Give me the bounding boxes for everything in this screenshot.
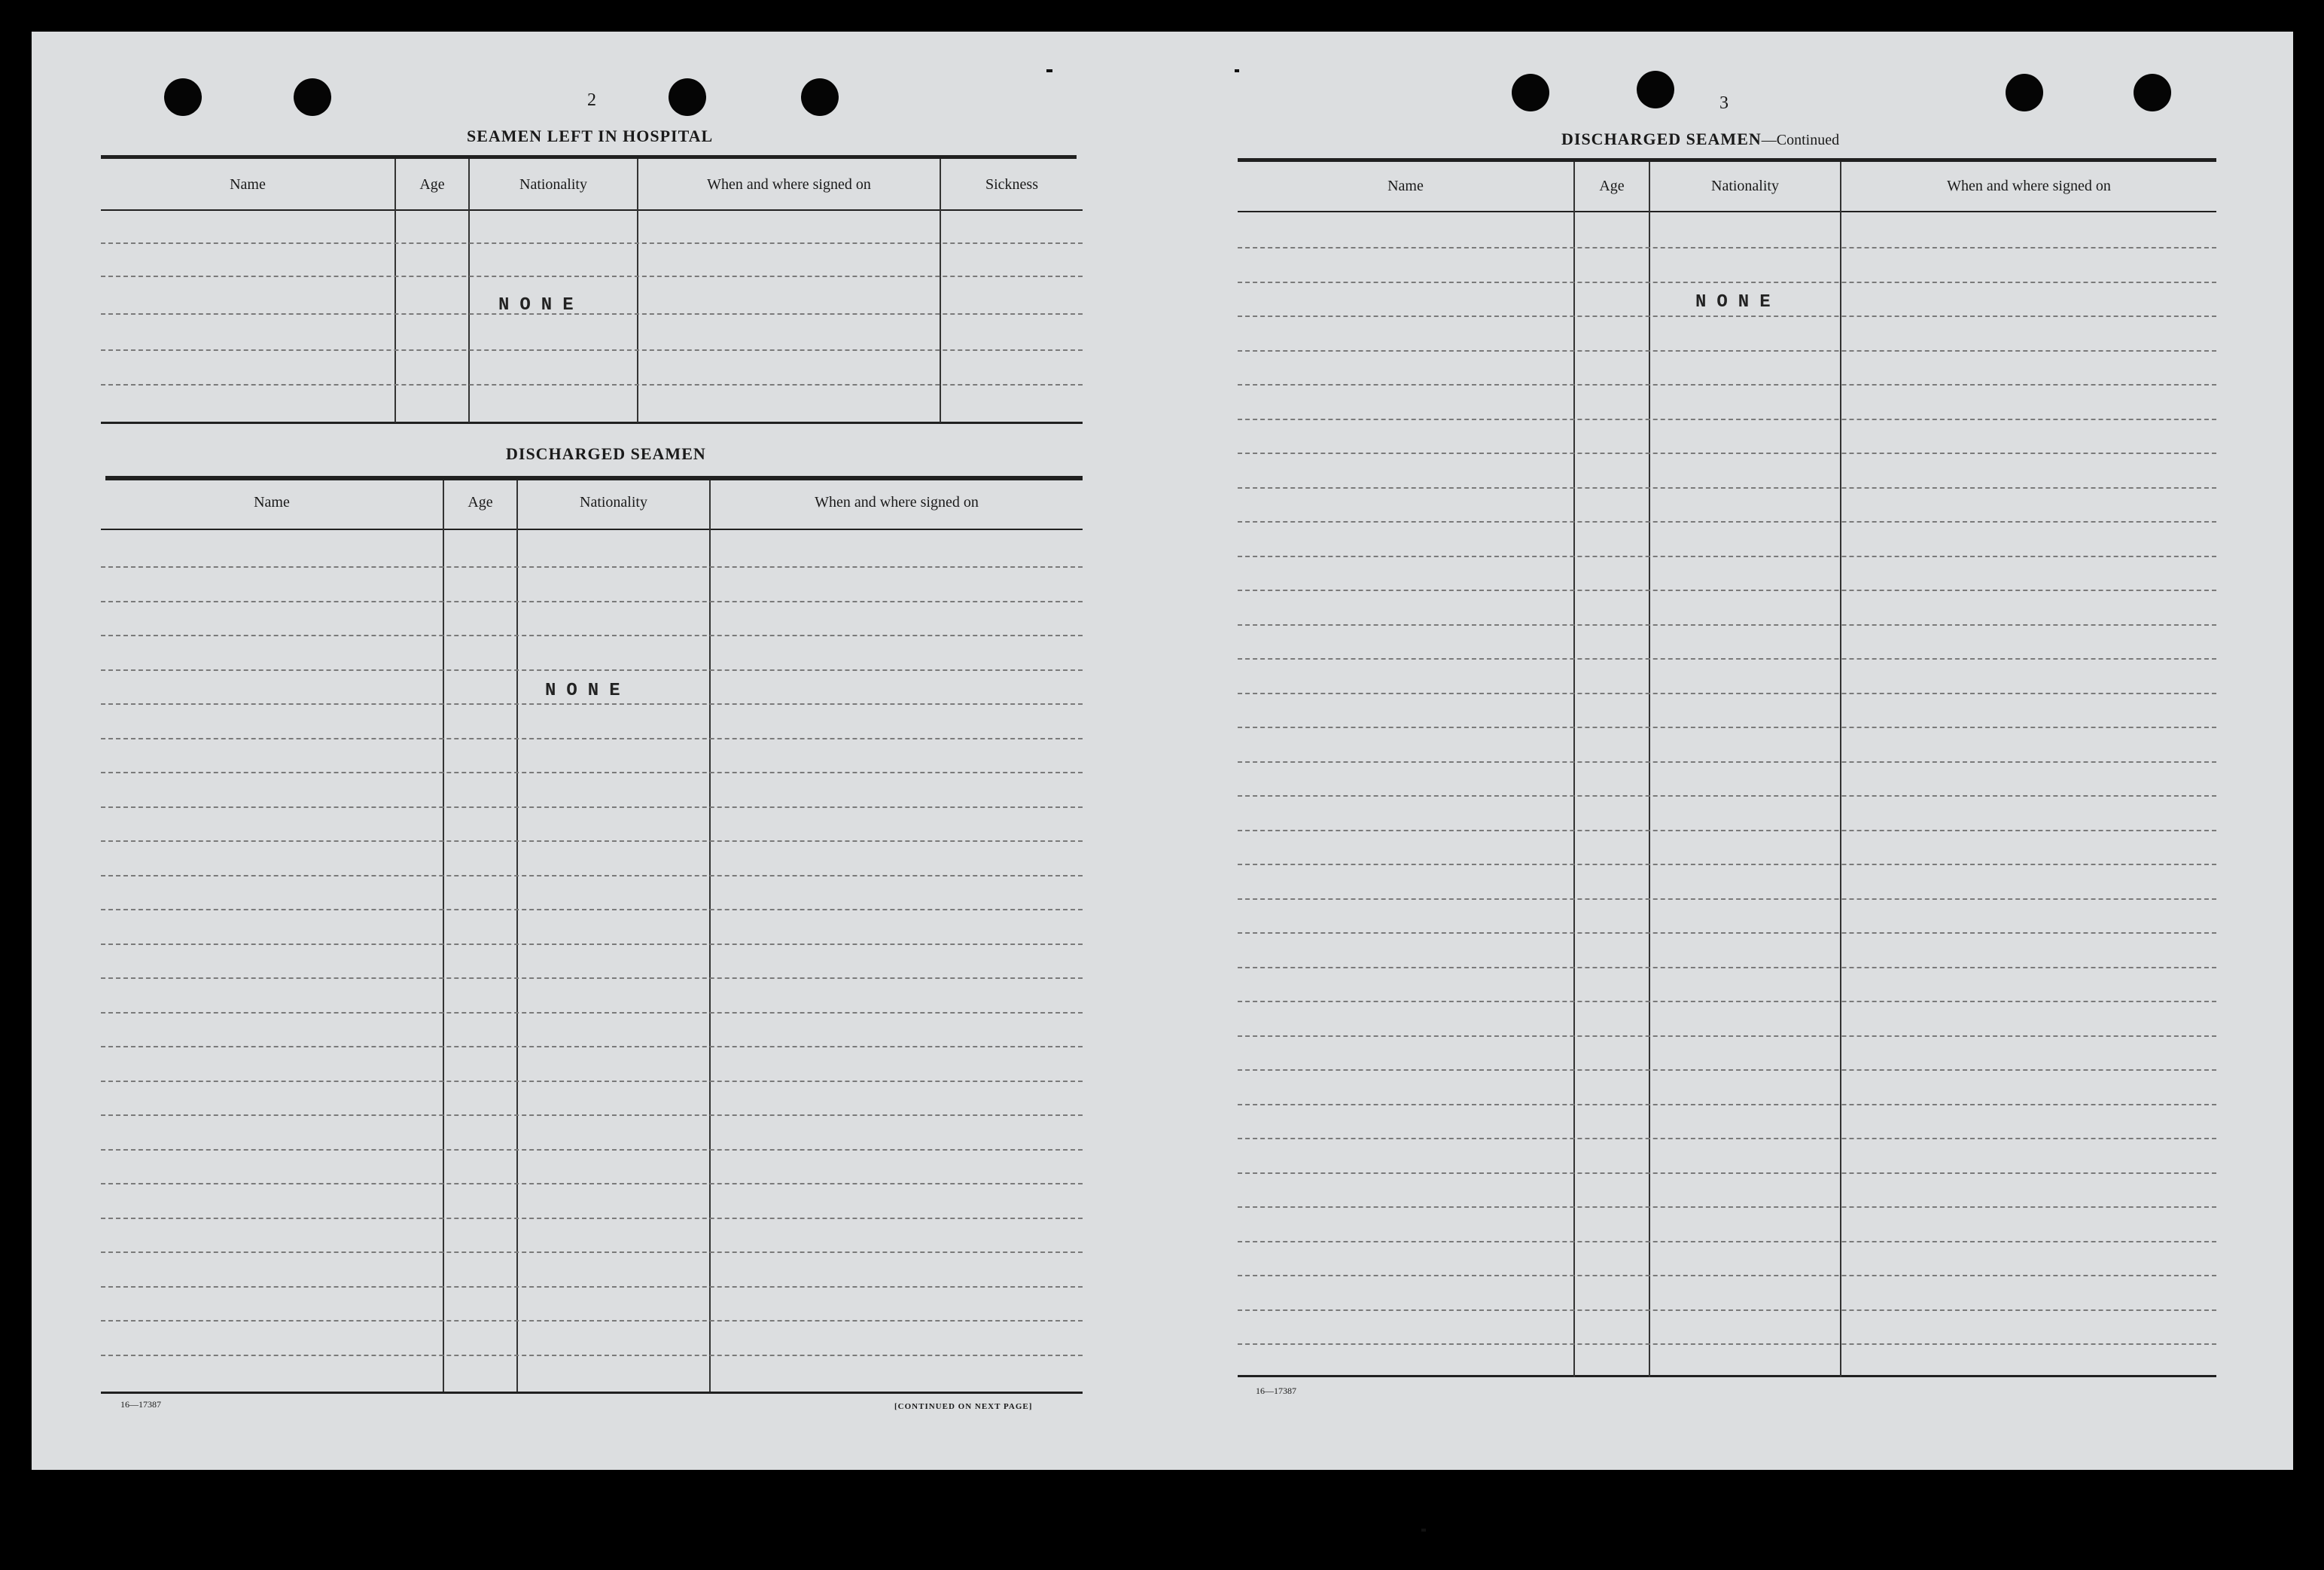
table-row-line [1238,898,2216,900]
table-row-line [1238,350,2216,352]
table-row-line [1238,932,2216,934]
table-row-line [101,635,1083,636]
table-row-line [1238,795,2216,797]
table-row-line [1238,658,2216,660]
hospital-col-age: Age [419,176,445,193]
table-row-line [101,1183,1083,1184]
discharged-section-title: DISCHARGED SEAMEN [506,444,706,463]
discharged-col-name: Name [254,494,290,511]
hospital-bottom-rule [101,422,1083,424]
table-row-line [101,1320,1083,1322]
table-row-line [1238,1172,2216,1174]
table-row-line [101,977,1083,979]
table-row-line [1238,761,2216,763]
right-typed-entry: NONE [1695,292,1781,312]
table-row-line [1238,1035,2216,1037]
table-row-line [101,840,1083,842]
table-row-line [1238,1001,2216,1002]
right-col-nationality: Nationality [1711,178,1779,194]
right-section-title-main: DISCHARGED SEAMEN [1561,130,1762,148]
table-row-line [101,1114,1083,1116]
discharged-col-signed-on: When and where signed on [815,494,979,511]
discharged-top-rule [105,476,1083,480]
right-bottom-rule [1238,1375,2216,1377]
table-row-line [1238,1138,2216,1139]
table-row-line [1238,590,2216,591]
hospital-typed-entry: NONE [498,295,584,316]
scan-speck [1046,69,1052,72]
hospital-row-line [101,384,1083,386]
punch-hole [2134,74,2171,111]
table-row-line [1238,487,2216,489]
table-row-line [101,669,1083,671]
discharged-col-age: Age [468,494,493,511]
punch-hole [294,78,331,116]
page-number-left: 2 [587,90,596,110]
table-row-line [101,875,1083,876]
punch-hole [1637,71,1674,108]
right-col-signed-on: When and where signed on [1947,178,2111,194]
table-row-line [101,566,1083,568]
table-row-line [101,1218,1083,1219]
table-row-line [1238,727,2216,728]
table-row-line [1238,1206,2216,1208]
hospital-row-line [101,276,1083,277]
right-section-title-suffix: —Continued [1761,132,1840,148]
table-row-line [101,738,1083,739]
form-number-right: 16—17387 [1256,1386,1296,1396]
table-row-line [1238,316,2216,317]
discharged-bottom-rule [101,1392,1083,1394]
punch-hole [2006,74,2043,111]
hospital-col-divider [940,159,941,422]
table-row-line [101,1012,1083,1014]
hospital-col-name: Name [230,176,266,193]
hospital-col-sickness: Sickness [985,176,1038,193]
punch-hole [669,78,706,116]
table-row-line [1238,1275,2216,1276]
table-row-line [101,703,1083,705]
table-row-line [1238,864,2216,865]
right-col-divider [1840,162,1841,1377]
punch-hole [801,78,839,116]
hospital-row-line [101,242,1083,244]
discharged-col-divider [443,480,444,1392]
table-row-line [101,1286,1083,1288]
table-row-line [101,1149,1083,1151]
table-row-line [1238,1241,2216,1242]
discharged-col-divider [709,480,711,1392]
table-row-line [101,909,1083,910]
table-row-line [1238,1343,2216,1345]
hospital-section-title: SEAMEN LEFT IN HOSPITAL [467,127,714,145]
punch-hole [164,78,202,116]
hospital-row-line [101,313,1083,315]
right-section-title [1561,130,1839,149]
hospital-row-line [101,349,1083,351]
table-row-line [1238,556,2216,557]
table-row-line [101,806,1083,808]
table-row-line [1238,282,2216,283]
table-row-line [101,1081,1083,1082]
right-col-divider [1649,162,1650,1377]
table-row-line [1238,384,2216,386]
scan-speck [1421,1529,1426,1532]
table-row-line [1238,1309,2216,1311]
right-col-divider [1573,162,1575,1377]
punch-hole [1512,74,1549,111]
hospital-col-divider [468,159,470,422]
table-row-line [1238,419,2216,420]
right-col-age: Age [1599,178,1625,194]
table-row-line [1238,967,2216,968]
hospital-col-divider [637,159,638,422]
table-row-line [101,944,1083,945]
table-row-line [1238,830,2216,831]
scan-speck [1235,69,1239,72]
table-row-line [1238,624,2216,626]
table-row-line [1238,693,2216,694]
table-row-line [1238,1069,2216,1071]
table-row-line [1238,453,2216,454]
table-row-line [101,772,1083,773]
form-number-left: 16—17387 [120,1399,161,1410]
page-number-right: 3 [1719,93,1729,113]
hospital-col-nationality: Nationality [519,176,587,193]
table-row-line [1238,1104,2216,1105]
discharged-typed-entry: NONE [545,681,631,701]
right-top-rule [1238,158,2216,162]
right-col-name: Name [1387,178,1424,194]
table-row-line [101,1251,1083,1253]
discharged-col-divider [516,480,518,1392]
table-row-line [101,1355,1083,1356]
table-row-line [101,601,1083,602]
discharged-header-rule [101,529,1083,530]
hospital-top-rule [101,155,1077,159]
table-row-line [1238,247,2216,248]
hospital-header-rule [101,209,1083,211]
hospital-col-signed-on: When and where signed on [707,176,871,193]
right-header-rule [1238,211,2216,212]
hospital-col-divider [394,159,396,422]
discharged-col-nationality: Nationality [580,494,647,511]
table-row-line [1238,521,2216,523]
table-row-line [101,1046,1083,1047]
continued-note: [CONTINUED ON NEXT PAGE] [894,1402,1033,1411]
